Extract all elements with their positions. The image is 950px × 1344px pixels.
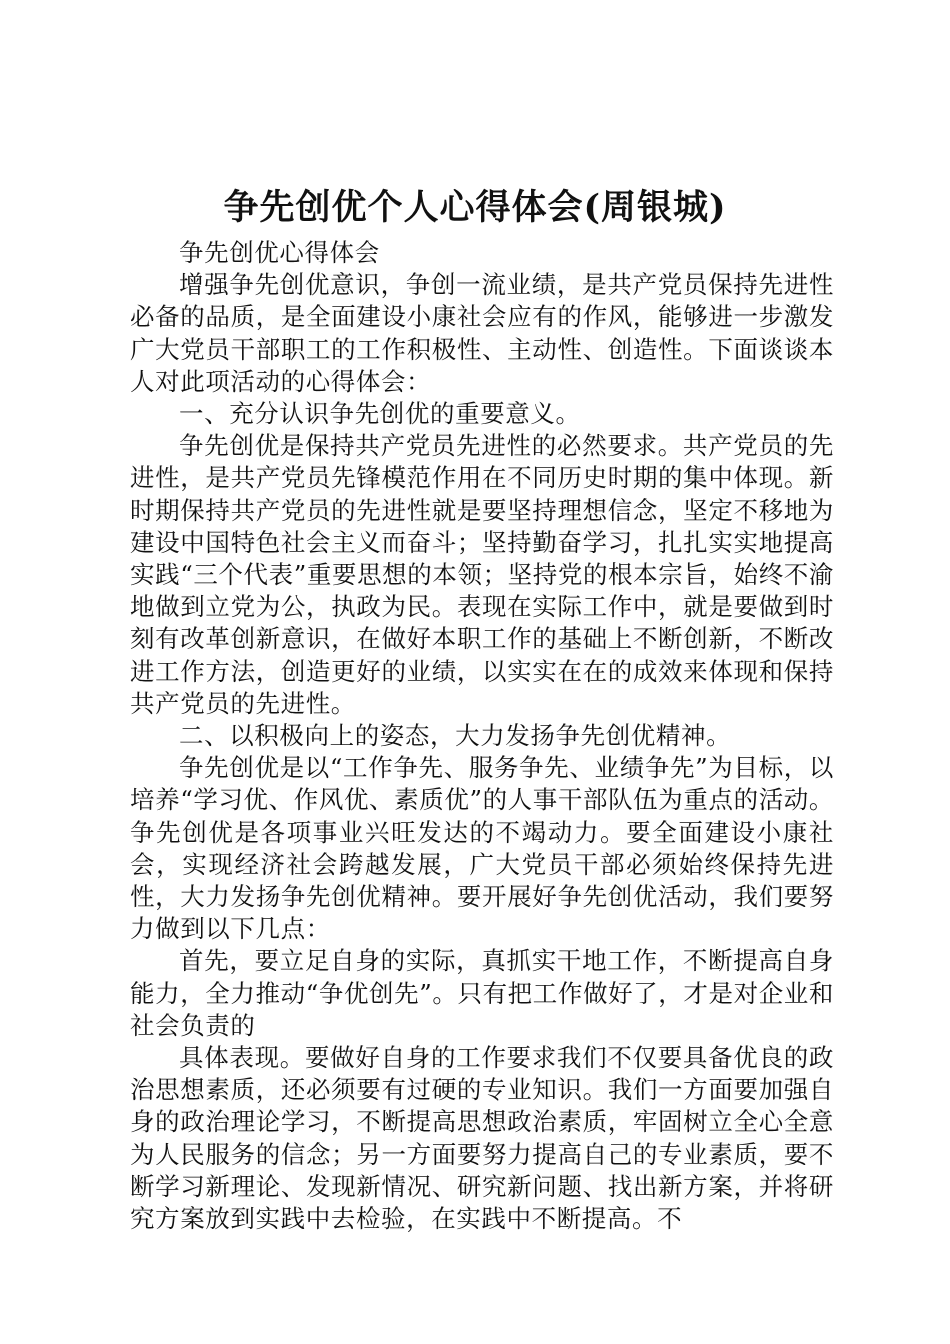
paragraph-intro: 增强争先创优意识，争创一流业绩，是共产党员保持先进性必备的品质，是全面建设小康社会应有的作风，能够进一步激发广大党员干部职工的工作积极性、主动性、创造性。下面谈谈本人对此项活动的心得体会： xyxy=(130,270,834,396)
section-heading-2: 二、以积极向上的姿态，大力发扬争先创优精神。 xyxy=(179,721,732,751)
paragraph-first-point: 首先，要立足自身的实际，真抓实干地工作，不断提高自身能力，全力推动“争优创先”。只有把工作做好了，才是对企业和社会负责的 xyxy=(130,946,834,1040)
paragraph-subtitle: 争先创优心得体会 xyxy=(179,238,380,267)
section-heading-1: 一、充分认识争先创优的重要意义。 xyxy=(179,399,581,429)
document-title: 争先创优个人心得体会(周银城) xyxy=(223,187,727,228)
paragraph-section-2: 争先创优是以“工作争先、服务争先、业绩争先”为目标，以培养“学习优、作风优、素质优”的人事干部队伍为重点的活动。争先创优是各项事业兴旺发达的不竭动力。要全面建设小康社会，实现经济社会跨越发展，广大党员干部必须始终保持先进性，大力发扬争先创优精神。要开展好争先创优活动，我们要努力做到以下几点： xyxy=(130,753,834,944)
paragraph-section-1: 争先创优是保持共产党员先进性的必然要求。共产党员的先进性，是共产党员先锋模范作用在不同历史时期的集中体现。新时期保持共产党员的先进性就是要坚持理想信念，坚定不移地为建设中国特色社会主义而奋斗；坚持勤奋学习，扎扎实实地提高实践“三个代表”重要思想的本领；坚持党的根本宗旨，始终不渝地做到立党为公，执政为民。表现在实际工作中，就是要做到时刻有改革创新意识，在做好本职工作的基础上不断创新，不断改进工作方法，创造更好的业绩，以实实在在的成效来体现和保持共产党员的先进性。 xyxy=(130,431,834,718)
paragraph-continued: 具体表现。要做好自身的工作要求我们不仅要具备优良的政治思想素质，还必须要有过硬的专业知识。我们一方面要加强自身的政治理论学习，不断提高思想政治素质，牢固树立全心全意为人民服务的信念；另一方面要努力提高自己的专业素质，要不断学习新理论、发现新情况、研究新问题、找出新方案，并将研究方案放到实践中去检验，在实践中不断提高。不 xyxy=(130,1043,834,1234)
document-body xyxy=(130,237,834,1235)
